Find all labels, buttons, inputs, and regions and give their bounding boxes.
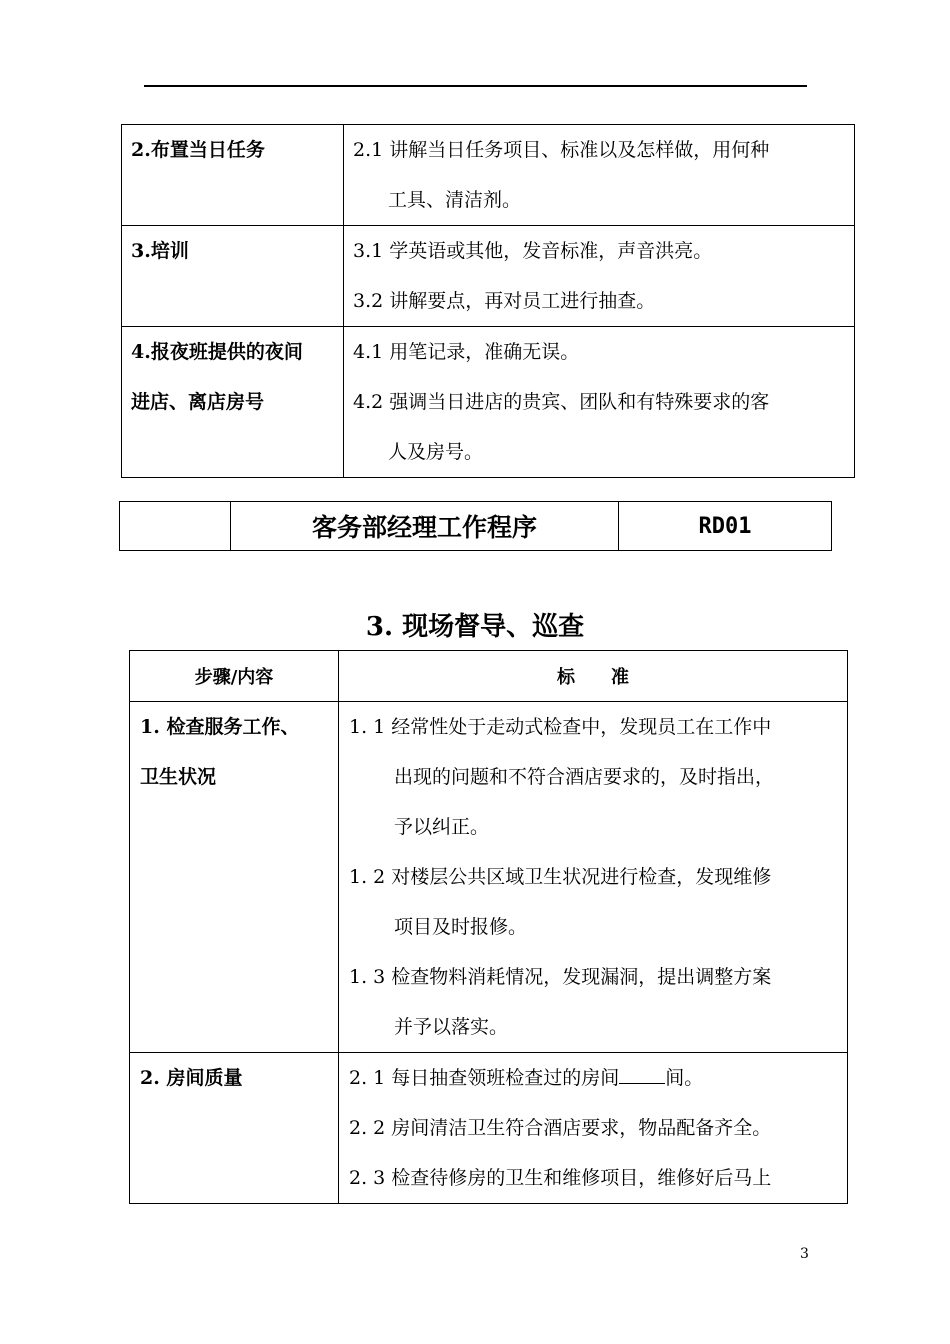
standard-text: 1. 1 经常性处于走动式检查中，发现员工在工作中 bbox=[349, 716, 772, 738]
standard-text: 4.1 用笔记录，准确无误。 bbox=[353, 341, 580, 363]
step-cell bbox=[130, 1053, 339, 1204]
step-cell bbox=[122, 226, 344, 327]
standard-cell bbox=[344, 125, 855, 226]
step-text: 卫生状况 bbox=[140, 766, 217, 788]
header-rule bbox=[144, 85, 807, 87]
standard-cell bbox=[344, 327, 855, 478]
fill-in-blank bbox=[619, 1065, 665, 1084]
step-cell bbox=[122, 125, 344, 226]
standard-text: 工具、清洁剂。 bbox=[388, 189, 522, 211]
header-standard: 标 准 bbox=[339, 651, 848, 702]
title-blank-cell bbox=[120, 502, 231, 551]
step-text: 3.培训 bbox=[131, 240, 189, 262]
step-cell bbox=[130, 702, 339, 1053]
standard-text: 3.1 学英语或其他，发音标准，声音洪亮。 bbox=[353, 240, 713, 262]
standard-text bbox=[349, 1053, 847, 1103]
section-title: 3. 现场督导、巡查 bbox=[365, 612, 585, 642]
step-text: 进店、离店房号 bbox=[131, 391, 265, 413]
procedure-title-bar bbox=[119, 501, 832, 551]
table-row bbox=[130, 1053, 848, 1204]
table-row bbox=[122, 327, 855, 478]
standard-text: 并予以落实。 bbox=[394, 1016, 509, 1038]
table-row bbox=[122, 226, 855, 327]
procedure-code: RD01 bbox=[619, 502, 832, 551]
standard-cell bbox=[339, 702, 848, 1053]
table-row bbox=[130, 702, 848, 1053]
standard-text: 1. 2 对楼层公共区域卫生状况进行检查，发现维修 bbox=[349, 866, 772, 888]
standard-text: 3.2 讲解要点，再对员工进行抽查。 bbox=[353, 290, 656, 312]
table-row bbox=[122, 125, 855, 226]
procedure-table-continued bbox=[121, 124, 855, 478]
standard-text: 4.2 强调当日进店的贵宾、团队和有特殊要求的客 bbox=[353, 391, 770, 413]
title-row bbox=[120, 502, 832, 551]
step-text: 4.报夜班提供的夜间 bbox=[131, 341, 303, 363]
standard-cell bbox=[344, 226, 855, 327]
step-text: 1. 检查服务工作、 bbox=[140, 716, 300, 738]
standard-text: 予以纠正。 bbox=[394, 816, 490, 838]
step-text: 2.布置当日任务 bbox=[131, 139, 265, 161]
standard-text: 2. 2 房间清洁卫生符合酒店要求，物品配备齐全。 bbox=[349, 1117, 772, 1139]
standard-text: 项目及时报修。 bbox=[394, 916, 528, 938]
standard-text-part: 2. 1 每日抽查领班检查过的房间 bbox=[349, 1067, 620, 1089]
standard-text: 2.1 讲解当日任务项目、标准以及怎样做，用何种 bbox=[353, 139, 770, 161]
standard-cell bbox=[339, 1053, 848, 1204]
step-cell bbox=[122, 327, 344, 478]
procedure-title: 客务部经理工作程序 bbox=[231, 502, 619, 551]
standard-text: 2. 3 检查待修房的卫生和维修项目，维修好后马上 bbox=[349, 1167, 772, 1189]
standard-text-part: 间。 bbox=[665, 1067, 704, 1089]
step-text: 2. 房间质量 bbox=[140, 1067, 243, 1089]
table-header-row bbox=[130, 651, 848, 702]
standard-text: 1. 3 检查物料消耗情况，发现漏洞，提出调整方案 bbox=[349, 966, 772, 988]
procedure-table bbox=[129, 650, 848, 1204]
page-number: 3 bbox=[800, 1246, 809, 1262]
standard-text: 人及房号。 bbox=[388, 441, 484, 463]
standard-text: 出现的问题和不符合酒店要求的，及时指出， bbox=[394, 766, 775, 788]
header-step: 步骤/内容 bbox=[130, 651, 339, 702]
